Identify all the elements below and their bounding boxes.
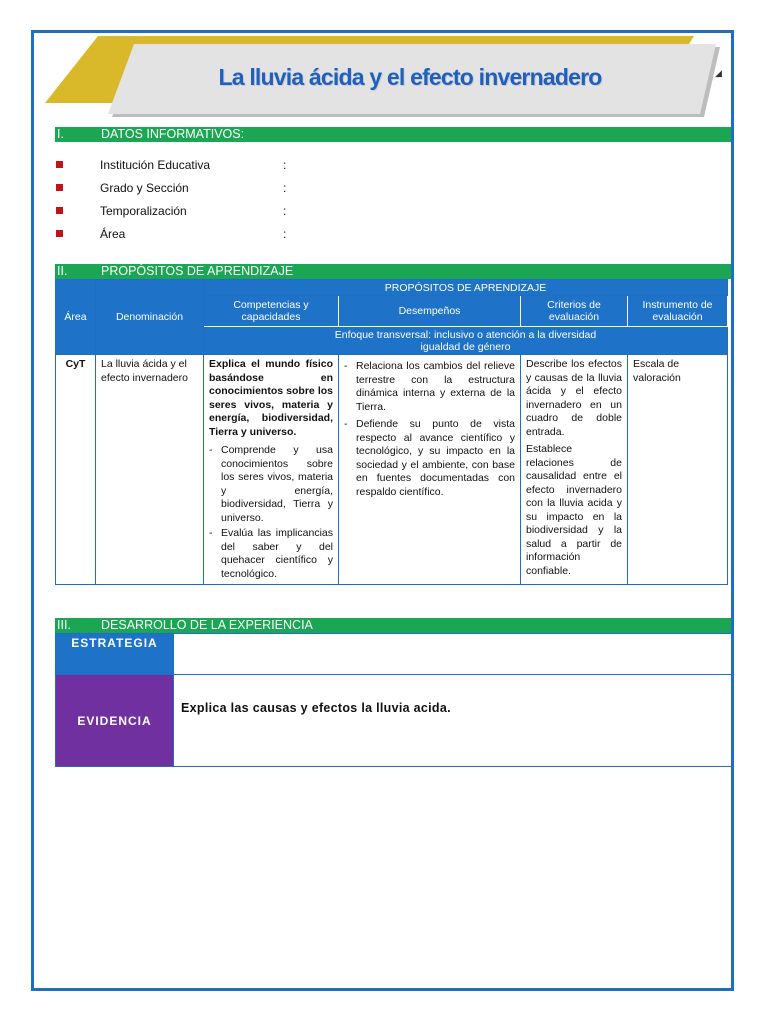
header-banner (0, 0, 768, 140)
info-item (55, 157, 731, 180)
info-label: Institución Educativa (100, 158, 211, 172)
purposes-table (55, 279, 728, 585)
info-label: Grado y Sección (100, 181, 189, 195)
info-value: : (283, 227, 287, 241)
square-bullet-icon (56, 161, 63, 168)
desempeno-text: Relaciona los cambios del relieve terrestre con la estructura dinámica interna y externa de la Tierra. (356, 360, 515, 413)
cell-denominacion: La lluvia ácida y el efecto invernadero (96, 355, 204, 585)
info-item (55, 226, 731, 249)
corner-mark-icon: ◢ (715, 68, 722, 78)
criterio-text: Establece relaciones de causalidad entre el efecto invernadero con la lluvia acida y su impacto en la biodiversidad y la salud a partir de información confiable. (526, 443, 622, 577)
strategy-label: ESTRATEGIA (56, 634, 174, 675)
list-item (209, 527, 333, 581)
info-value: : (283, 204, 287, 218)
info-item (55, 180, 731, 203)
cell-instrumento: Escala de valoración (628, 355, 728, 585)
dash-bullet: - (209, 444, 213, 456)
enfoque-transversal: Enfoque transversal: inclusivo o atención a la diversidad igualdad de género (204, 327, 728, 355)
criterio-text: Describe los efectos y causas de la lluvia ácida y el efecto invernadero en un cuadro de doble entrada. (526, 358, 622, 438)
desempeno-text: Defiende su punto de vista respecto al avance científico y tecnológico, y su impacto en la sociedad y el ambiente, con base en fuentes documentadas con respaldo científico. (356, 418, 515, 498)
col-header-criterios: Criterios de evaluación (521, 296, 628, 327)
dash-bullet: - (209, 527, 213, 539)
competencia-title: Explica el mundo físico basándose en conocimientos sobre los seres vivos, materia y energía, biodiversidad, Tierra y universo. (209, 358, 333, 438)
strategy-value (174, 634, 732, 675)
section-1-title: DATOS INFORMATIVOS: (101, 127, 245, 141)
square-bullet-icon (56, 207, 63, 214)
capacidad-text: Evalúa las implicancias del saber y del quehacer científico y tecnológico. (221, 527, 333, 580)
table-row (56, 355, 728, 585)
col-header-area: Área (56, 280, 96, 355)
col-header-competencias: Competencias y capacidades (204, 296, 339, 327)
col-header-denominacion: Denominación (96, 280, 204, 355)
evidence-value: Explica las causas y efectos la lluvia acida. (174, 675, 732, 767)
info-item (55, 203, 731, 226)
info-label: Área (100, 227, 126, 241)
section-3-number: III. (57, 618, 71, 632)
info-value: : (283, 158, 287, 172)
section-2-title: PROPÓSITOS DE APRENDIZAJE (101, 264, 294, 278)
section-2-bar (55, 264, 731, 279)
section-3-bar (55, 618, 731, 633)
list-item (344, 360, 515, 414)
development-table (55, 633, 732, 767)
cell-criterios (521, 355, 628, 585)
cell-competencias (204, 355, 339, 585)
square-bullet-icon (56, 184, 63, 191)
col-header-instrumento: Instrumento de evaluación (628, 296, 728, 327)
section-3-title: DESARROLLO DE LA EXPERIENCIA (101, 618, 313, 632)
col-header-desempenos: Desempeños (339, 296, 521, 327)
cell-desempenos (339, 355, 521, 585)
capacidad-text: Comprende y usa conocimientos sobre los seres vivos, materia y energía, biodiversidad, Tierra y universo. (221, 444, 333, 524)
list-item (209, 444, 333, 525)
evidence-label: EVIDENCIA (56, 675, 174, 767)
dash-bullet: - (344, 360, 348, 372)
page-title: La lluvia ácida y el efecto invernadero (218, 64, 602, 90)
info-list (55, 157, 731, 249)
dash-bullet: - (344, 418, 348, 430)
section-1-bar (55, 127, 731, 142)
square-bullet-icon (56, 230, 63, 237)
info-label: Temporalización (100, 204, 187, 218)
section-1-number: I. (57, 127, 64, 141)
list-item (344, 418, 515, 499)
group-header-propositos: PROPÓSITOS DE APRENDIZAJE (204, 280, 728, 296)
info-value: : (283, 181, 287, 195)
section-2-number: II. (57, 264, 68, 278)
cell-area: CyT (56, 355, 96, 585)
